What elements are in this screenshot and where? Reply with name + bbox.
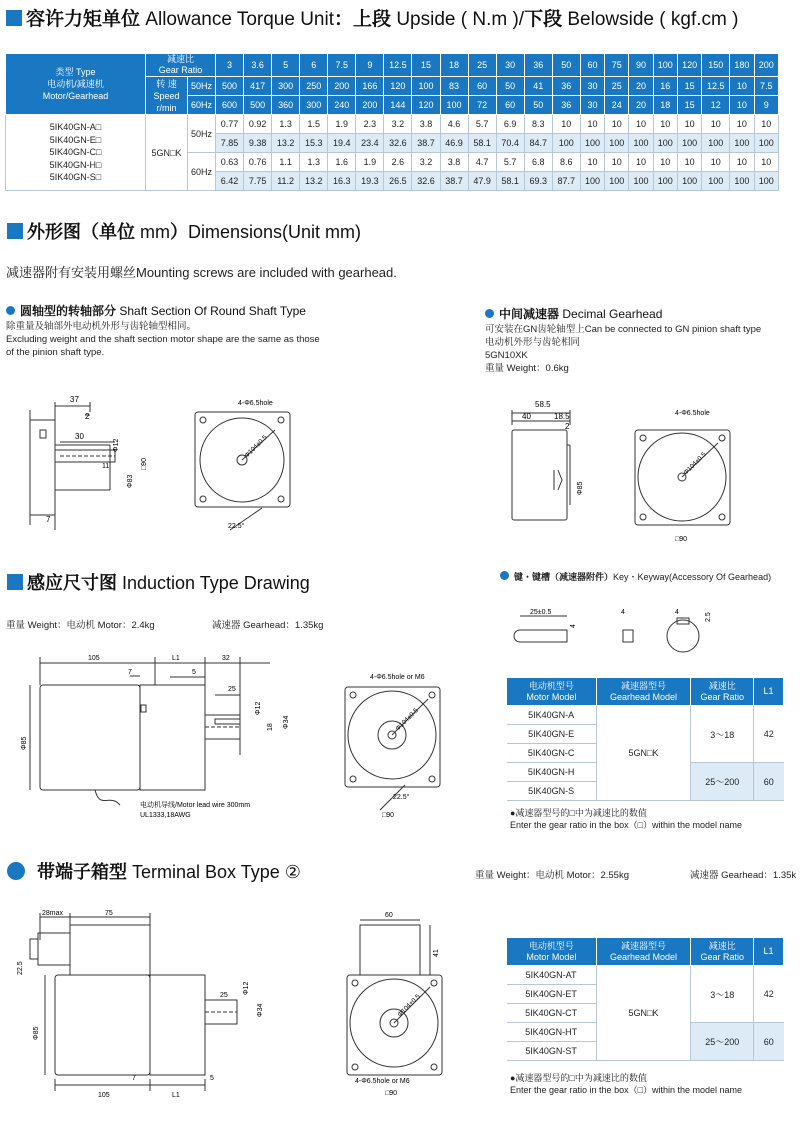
table-row: 5IK40GN-ET: [507, 985, 597, 1004]
circle-bullet-icon: [7, 862, 25, 880]
key-drawing: [505, 592, 735, 662]
table-row: 5IK40GN-S: [507, 782, 597, 801]
key-length: 25±0.5: [530, 609, 552, 616]
dim-41: 41: [433, 949, 440, 957]
dim-32: 32: [222, 655, 230, 662]
hole-label: 4-Φ6.5hole: [675, 410, 710, 417]
keyway-depth: 2.5: [705, 612, 712, 622]
terminal-weight: 重量 Weight：电动机 Motor：2.55kg: [475, 870, 629, 881]
induction-drawing: [0, 645, 455, 830]
dim-11: 11: [102, 463, 110, 470]
square-bullet-icon: [7, 223, 23, 239]
pcd-label: Φ104±0.5: [394, 707, 420, 733]
dim-28max: 28max: [42, 910, 64, 917]
round-shaft-title: 圆轴型的转轴部分 Shaft Section Of Round Shaft Type: [6, 302, 306, 319]
dim-58-5: 58.5: [535, 400, 551, 409]
circle-bullet-icon: [485, 309, 494, 318]
dim-40: 40: [522, 412, 531, 421]
type-header: 类型 Type 电动机/减速机 Motor/Gearhead: [6, 54, 146, 115]
table-row: 5IK40GN-CT: [507, 1004, 597, 1023]
model-note-2: ●减速器型号的□中为减速比的数值 Enter the gear ratio in the box（□）within the model name: [510, 1073, 743, 1095]
pcd-label: Φ104±0.5: [396, 993, 422, 1019]
induction-gear-weight: 减速器 Gearhead：1.35kg: [212, 620, 324, 631]
dim-18-5: 18.5: [554, 412, 570, 421]
hole-label: 4-Φ6.5hole: [238, 400, 273, 407]
dimensions-title: 外形图（单位 mm）Dimensions(Unit mm): [7, 218, 361, 244]
dim-60: 60: [385, 912, 393, 919]
dimensions-note: 减速器附有安装用螺丝Mounting screws are included with gearhead.: [6, 265, 397, 280]
dim-phi85: Φ85: [33, 1026, 40, 1040]
dim-25: 25: [228, 686, 236, 693]
circle-bullet-icon: [6, 306, 15, 315]
keyway-width: 4: [675, 609, 679, 616]
key-width: 4: [570, 624, 577, 628]
dim-5: 5: [192, 669, 196, 676]
dim-phi12: Φ12: [255, 701, 262, 715]
dim-22-5: 22.5: [17, 961, 24, 975]
dim-105: 105: [88, 655, 100, 662]
page-title: 容许力矩单位 Allowance Torque Unit：上段 Upside ( N.m )/下段 Belowside ( kgf.cm ): [6, 4, 738, 31]
dim-37: 37: [70, 395, 79, 404]
table-row: 5IK40GN-H: [507, 763, 597, 782]
table-row: 5IK40GN-HT: [507, 1023, 597, 1042]
dim-90: □90: [141, 457, 148, 470]
induction-title: 感应尺寸图 Induction Type Drawing: [7, 569, 310, 595]
hole-label: 4-Φ6.5hole or M6: [370, 674, 425, 681]
round-shaft-desc: 除重量及轴部外电动机外形与齿轮轴型相同。 Excluding weight and the shaft section motor shape are the same as those of the pinion shaft type.: [6, 321, 320, 358]
table-row: 5IK40GN-E: [507, 725, 597, 744]
dim-2: 2: [85, 412, 90, 421]
pcd-label: Φ104±0.5: [243, 434, 269, 460]
dim-phi12: Φ12: [243, 981, 250, 995]
model-note-1: ●减速器型号的□中为减速比的数值 Enter the gear ratio in the box（□）within the model name: [510, 808, 743, 830]
table-row: 5IK40GN-ST: [507, 1042, 597, 1061]
table-row: 5IK40GN-C: [507, 744, 597, 763]
dim-L1: L1: [172, 1092, 180, 1099]
dim-7: 7: [132, 1075, 136, 1082]
lead-wire-label: 电动机导线/Motor lead wire 300mm: [140, 802, 251, 809]
model-table-induction: 电动机型号 Motor Model 减速器型号 Gearhead Model 减速比 Gear Ratio L1 5IK40GN-A 5GN□K 3～18 42 5IK40GN-E 5IK40GN-C 5IK40GN-H 25～200 60 5IK40GN-S: [506, 677, 784, 801]
angle-label: 22.5°: [393, 794, 410, 801]
dim-18: 18: [267, 723, 274, 731]
circle-bullet-icon: [500, 571, 509, 580]
decimal-gearhead-title: 中间减速器 Decimal Gearhead: [485, 305, 662, 322]
dim-2: 2: [565, 422, 570, 431]
model-table-terminal: 电动机型号 Motor Model 减速器型号 Gearhead Model 减速比 Gear Ratio L1 5IK40GN-AT 5GN□K 3～18 42 5IK40GN-ET 5IK40GN-CT 5IK40GN-HT 25～200 60 5IK40GN-ST: [506, 937, 784, 1061]
dim-105: 105: [98, 1092, 110, 1099]
dim-75: 75: [105, 910, 113, 917]
terminal-drawing: [0, 905, 470, 1105]
torque-table: 类型 Type 电动机/减速机 Motor/Gearhead 减速比 Gear Ratio 3 3.6 5 6 7.5 9 12.5 15 18 25 30 36 50 60 75 90 100 120 150 180 200 转 速 Speed r/min 50Hz 500 417 300 250 200 166 120 100 83 60 50 41 36 30 25 20 16 15 12.5 10 7.5 60Hz 600 500 360 300 240 200 144 120 100 72 60 50 36 30 24 20 18 15 12 10 9 5IK40GN-A□ 5IK40GN-E□ 5IK40GN-C□ 5IK40GN-H□ 5IK40GN-S□ 5GN□K 50Hz 0.77 0.92 1.3 1.5 1.9 2.3 3.2 3.8 4.6 5.7 6.9 8.3 10 10 10 10 10 10 10 10 10 7.85 9.38 13.2 15.3 19.4 23.4 32.6 38.7 46.9 58.1 70.4 84.7 100 100 100 100 100 100 100 100 100 60Hz 0.63 0.76 1.1 1.3 1.6 1.9 2.6 3.2 3.8 4.7 5.7 6.8 8.6 10 10 10 10 10 10 10 10 6.42 7.75 11.2 13.2 16.3 19.3 26.5 32.6 38.7 47.9 58.1 69.3 87.7 100 100 100 100 100 100 100 100: [5, 53, 779, 191]
terminal-gear-weight: 减速器 Gearhead：1.35k: [690, 870, 797, 881]
gearhead-cell: 5GN□K: [146, 115, 188, 191]
hole-label: 4-Φ6.5hole or M6: [355, 1078, 410, 1085]
dim-L1: L1: [172, 655, 180, 662]
dim-30: 30: [75, 432, 84, 441]
ratio-header: 减速比 Gear Ratio: [146, 54, 216, 77]
key-title: 键・键槽（减速器附件）Key・Keyway(Accessory Of Gearhead): [500, 570, 771, 583]
dim-phi34: Φ34: [283, 715, 290, 729]
square-bullet-icon: [6, 10, 22, 26]
dim-5: 5: [210, 1075, 214, 1082]
table-row: 5IK40GN-AT: [507, 966, 597, 985]
decimal-gearhead-drawing: [490, 395, 795, 550]
dim-phi83: Φ83: [127, 474, 134, 488]
dim-90: □90: [675, 536, 688, 543]
dim-phi85: Φ85: [21, 736, 28, 750]
decimal-gearhead-desc: 可安装在GN齿轮轴型上Can be connected to GN pinion shaft type 电动机外形与齿轮相同 5GN10XK 重量 Weight：0.6kg: [485, 324, 762, 374]
lead-wire-spec: UL1333,18AWG: [140, 812, 191, 819]
dim-90: □90: [382, 812, 395, 819]
dim-phi85: Φ85: [577, 481, 584, 495]
table-row: 5IK40GN-A: [507, 706, 597, 725]
angle-label: 22.5°: [228, 523, 245, 530]
dim-phi12: Φ12: [113, 438, 120, 452]
dim-25: 25: [220, 992, 228, 999]
dim-7: 7: [128, 669, 132, 676]
dim-90: □90: [385, 1090, 398, 1097]
pcd-label: Φ104±0.5: [682, 451, 708, 477]
induction-weight: 重量 Weight：电动机 Motor：2.4kg: [6, 620, 155, 631]
terminal-title: 带端子箱型 Terminal Box Type ②: [7, 858, 301, 884]
speed-header: 转 速 Speed r/min: [146, 77, 188, 115]
model-list: 5IK40GN-A□ 5IK40GN-E□ 5IK40GN-C□ 5IK40GN-H□ 5IK40GN-S□: [6, 115, 146, 191]
dim-phi34: Φ34: [257, 1003, 264, 1017]
dim-7: 7: [46, 515, 51, 524]
square-bullet-icon: [7, 574, 23, 590]
key-height: 4: [621, 609, 625, 616]
round-shaft-drawing: [0, 390, 330, 540]
